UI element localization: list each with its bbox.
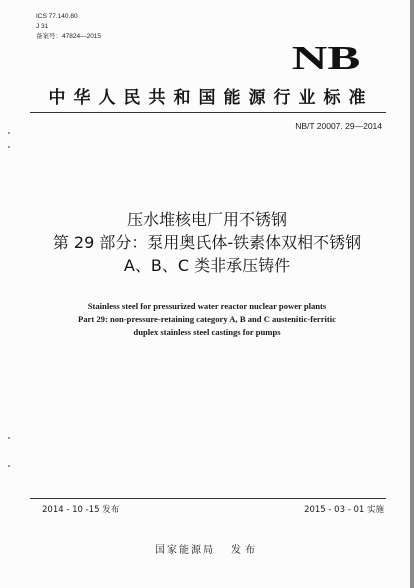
english-title-line-3: duplex stainless steel castings for pumps [133,327,281,337]
chinese-title [0,208,414,277]
scan-mark [8,465,10,467]
nb-logo: NB [291,40,360,77]
implementation-date: 2015 - 03 - 01 实施 [304,505,384,515]
chinese-title-line-1: 压水堆核电厂用不锈钢 [126,210,287,229]
english-title-line-1: Stainless steel for pressurized water reactor nuclear power plants [87,301,327,311]
ics-code: ICS 77.140.80 [36,13,78,20]
english-title [0,300,414,339]
standard-category-title: 中华人民共和国能源行业标准 [48,88,374,108]
english-title-line-2: Part 29: non-pressure-retaining category A, B and C austenitic-ferritic [77,314,336,324]
scan-mark [8,437,10,439]
publisher-name: 国家能源局 [155,545,215,556]
standard-number: NB/T 20007. 29—2014 [295,121,382,131]
publisher-line [0,545,414,557]
scan-mark [8,146,10,148]
publish-action: 发布 [231,545,259,556]
record-number: 备案号：47824—2015 [36,33,102,40]
footer-divider [30,498,386,499]
issue-date: 2014 - 10 -15 发布 [42,505,120,515]
chinese-title-line-2: 第 29 部分：泵用奥氏体-铁素体双相不锈钢 [52,233,362,252]
ccs-code: J 31 [36,23,49,30]
scan-mark [8,132,10,134]
chinese-title-line-3: A、B、C 类非承压铸件 [123,256,291,275]
header-divider [30,112,386,113]
